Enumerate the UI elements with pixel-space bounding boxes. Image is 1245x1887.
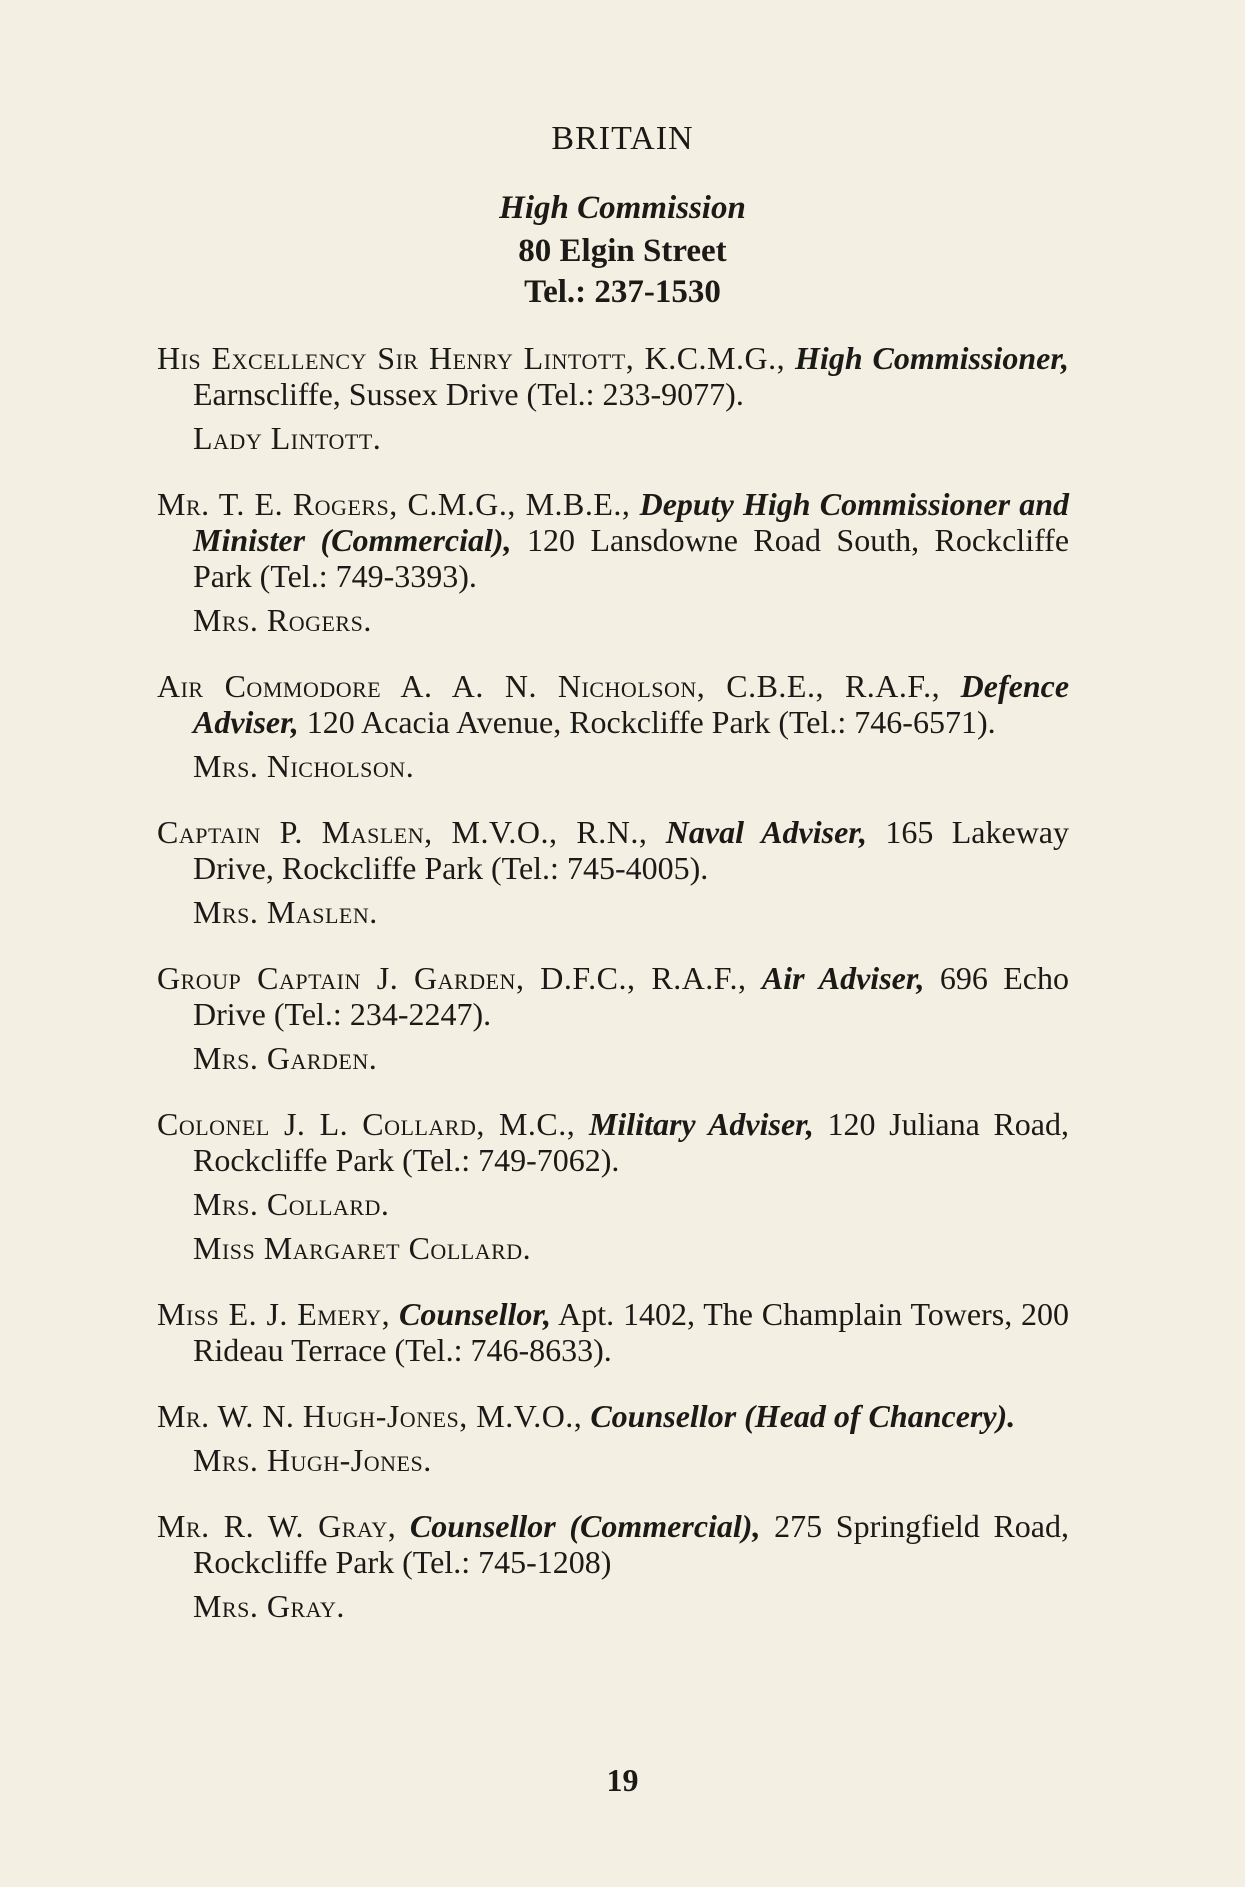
- personnel-entry: [157, 1106, 1069, 1266]
- person-name: Miss E. J. Emery,: [157, 1296, 391, 1332]
- country-heading: BRITAIN: [551, 120, 694, 157]
- person-title: Naval Adviser,: [665, 814, 867, 850]
- person-address: 165 Lakeway Drive, Rockcliffe Park (Tel.: 745-4005).: [193, 814, 1070, 886]
- person-title: Military Adviser,: [588, 1106, 814, 1142]
- person-name: Mr. R. W. Gray,: [157, 1508, 397, 1544]
- person-address: 120 Juliana Road, Rockcliffe Park (Tel.: 749-7062).: [193, 1106, 1070, 1178]
- person-title: Air Adviser,: [761, 960, 925, 996]
- personnel-entry: [157, 960, 1069, 1076]
- person-address: Apt. 1402, The Champlain Towers, 200 Rideau Terrace (Tel.: 746-8633).: [193, 1296, 1070, 1368]
- personnel-entry: [157, 814, 1069, 930]
- person-name: Mr. T. E. Rogers, C.M.G., M.B.E.,: [157, 486, 631, 522]
- entry-main-line: [157, 1106, 1069, 1178]
- person-title: Counsellor (Commercial),: [409, 1508, 761, 1544]
- person-title: Counsellor (Head of Chancery).: [590, 1398, 1016, 1434]
- family-member: Mrs. Hugh-Jones.: [193, 1442, 432, 1478]
- person-name: Mr. W. N. Hugh-Jones, M.V.O.,: [157, 1398, 583, 1434]
- person-name: Colonel J. L. Collard, M.C.,: [157, 1106, 576, 1142]
- family-member: Mrs. Collard.: [193, 1186, 390, 1222]
- entry-main-line: [157, 340, 1069, 412]
- personnel-entry: [157, 340, 1069, 456]
- entry-main-line: [157, 486, 1069, 594]
- entry-main-line: [157, 1398, 1069, 1434]
- page-number: 19: [606, 1762, 639, 1798]
- personnel-list: [157, 340, 1069, 1654]
- personnel-entry: [157, 1508, 1069, 1624]
- person-address: Earnscliffe, Sussex Drive (Tel.: 233-9077).: [193, 376, 744, 412]
- personnel-entry: [157, 486, 1069, 638]
- entry-main-line: [157, 1508, 1069, 1580]
- person-address: 696 Echo Drive (Tel.: 234-2247).: [193, 960, 1070, 1032]
- person-title: Deputy High Commissioner and Minister (Commercial),: [193, 486, 1070, 558]
- entry-main-line: [157, 960, 1069, 1032]
- entry-main-line: [157, 814, 1069, 886]
- personnel-entry: [157, 668, 1069, 784]
- family-member: Lady Lintott.: [193, 420, 382, 456]
- personnel-entry: [157, 1296, 1069, 1368]
- family-member: Mrs. Gray.: [193, 1588, 345, 1624]
- person-name: His Excellency Sir Henry Lintott, K.C.M.G.,: [157, 340, 786, 376]
- family-member: Mrs. Garden.: [193, 1040, 378, 1076]
- office-address: 80 Elgin Street: [518, 233, 727, 269]
- person-name: Captain P. Maslen, M.V.O., R.N.,: [157, 814, 648, 850]
- person-title: High Commissioner,: [795, 340, 1070, 376]
- person-title: Counsellor,: [398, 1296, 552, 1332]
- family-member: Mrs. Nicholson.: [193, 748, 415, 784]
- family-member: Miss Margaret Collard.: [193, 1230, 532, 1266]
- person-name: Air Commodore A. A. N. Nicholson, C.B.E., R.A.F.,: [157, 668, 941, 704]
- person-address: 120 Lansdowne Road South, Rockcliffe Park (Tel.: 749-3393).: [193, 522, 1070, 594]
- entry-main-line: [157, 1296, 1069, 1368]
- personnel-entry: [157, 1398, 1069, 1478]
- office-heading: High Commission: [499, 190, 746, 226]
- office-telephone: Tel.: 237-1530: [524, 274, 721, 310]
- family-member: Mrs. Rogers.: [193, 602, 372, 638]
- person-address: 275 Springfield Road, Rockcliffe Park (Tel.: 745-1208): [193, 1508, 1070, 1580]
- person-address: 120 Acacia Avenue, Rockcliffe Park (Tel.: 746-6571).: [306, 704, 996, 740]
- person-title: Defence Adviser,: [193, 668, 1070, 740]
- person-name: Group Captain J. Garden, D.F.C., R.A.F.,: [157, 960, 747, 996]
- entry-main-line: [157, 668, 1069, 740]
- family-member: Mrs. Maslen.: [193, 894, 378, 930]
